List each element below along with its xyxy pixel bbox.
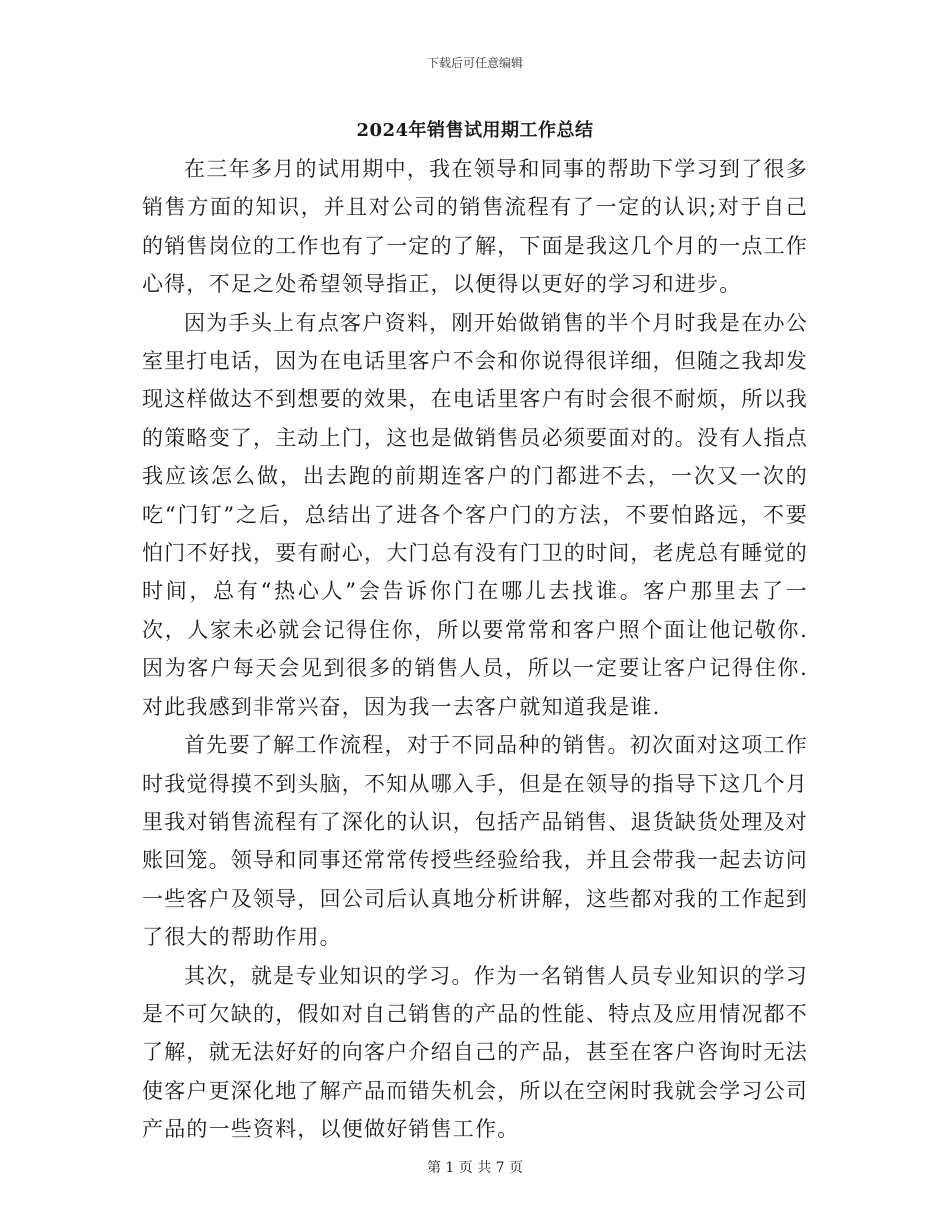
paragraph: 在三年多月的试用期中，我在领导和同事的帮助下学习到了很多销售方面的知识，并且对公司的销售流程有了一定的认识;对于自己的销售岗位的工作也有了一定的了解，下面是我这几个月的一点工作心得，不足之处希望领导指正，以便得以更好的学习和进步。 [142, 157, 808, 297]
paragraph: 首先要了解工作流程，对于不同品种的销售。初次面对这项工作时我觉得摸不到头脑，不知从哪入手，但是在领导的指导下这几个月里我对销售流程有了深化的认识，包括产品销售、退货缺货处理及对账回笼。领导和同事还常常传授些经验给我，并且会带我一起去访问一些客户及领导，回公司后认真地分析讲解，这些都对我的工作起到了很大的帮助作用。 [142, 733, 808, 950]
paragraph: 因为手头上有点客户资料，刚开始做销售的半个月时我是在办公室里打电话，因为在电话里客户不会和你说得很详细，但随之我却发现这样做达不到想要的效果，在电话里客户有时会很不耐烦，所以我的策略变了，主动上门，这也是做销售员必须要面对的。没有人指点我应该怎么做，出去跑的前期连客户的门都进不去，一次又一次的吃“门钉”之后，总结出了进各个客户门的方法，不要怕路远，不要怕门不好找，要有耐心，大门总有没有门卫的时间，老虎总有睡觉的时间，总有“热心人”会告诉你门在哪儿去找谁。客户那里去了一次，人家未必就会记得住你，所以要常常和客户照个面让他记敬你.因为客户每天会见到很多的销售人员，所以一定要让客户记得住你.对此我感到非常兴奋，因为我一去客户就知道我是谁. [142, 310, 808, 719]
page-number: 第 1 页 共 7 页 [426, 1160, 524, 1176]
document-body [142, 150, 808, 1149]
paragraph: 其次，就是专业知识的学习。作为一名销售人员专业知识的学习是不可欠缺的，假如对自己销售的产品的性能、特点及应用情况都不了解，就无法好好的向客户介绍自己的产品，甚至在客户咨询时无法使客户更深化地了解产品而错失机会，所以在空闲时我就会学习公司产品的一些资料，以便做好销售工作。 [142, 963, 808, 1142]
document-title: 2024年销售试用期工作总结 [356, 120, 594, 141]
header-note: 下载后可任意编辑 [426, 56, 523, 70]
